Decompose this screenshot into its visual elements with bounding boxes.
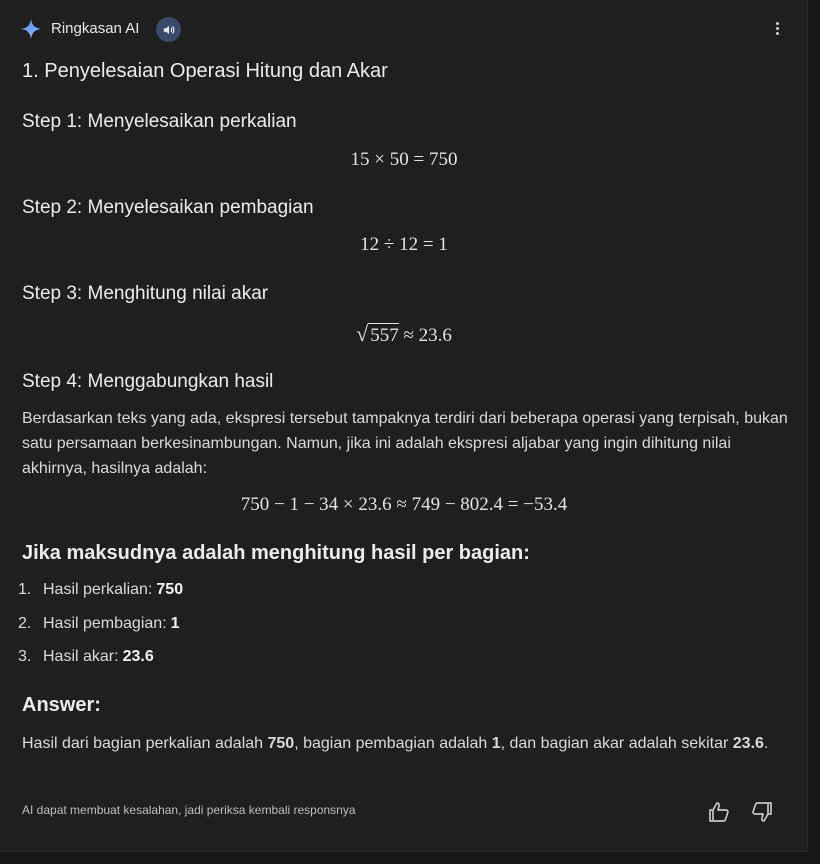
answer-text: , dan bagian akar adalah sekitar xyxy=(500,735,733,752)
list-value: 23.6 xyxy=(122,648,154,665)
answer-value: 23.6 xyxy=(732,735,764,752)
explanation-paragraph: Berdasarkan teks yang ada, ekspresi tersebut tampaknya terdiri dari beberapa operasi yang terpisah, bukan satu persamaan berkesinambungan. Namun, jika ini adalah ekspresi aljabar yang ingin dihitung nilai akhirnya, hasilnya adalah: xyxy=(22,410,788,477)
list-item xyxy=(18,615,183,649)
list-value: 1 xyxy=(170,614,180,632)
answer-heading: Answer: xyxy=(22,694,101,716)
listen-button[interactable] xyxy=(156,17,181,42)
answer-text: Hasil dari bagian perkalian adalah xyxy=(22,735,268,752)
answer-text: , bagian pembagian adalah xyxy=(294,735,492,752)
subheading: Jika maksudnya adalah menghitung hasil per bagian: xyxy=(22,542,530,564)
answer-value: 1 xyxy=(491,735,501,752)
step-1-title: Step 1: Menyelesaikan perkalian xyxy=(22,111,297,132)
step-2-title: Step 2: Menyelesaikan pembagian xyxy=(22,197,314,218)
step-1-math: 15 × 50 = 750 xyxy=(350,149,458,170)
answer-value: 750 xyxy=(267,735,295,752)
thumb-down-icon[interactable] xyxy=(750,800,774,824)
sqrt-result: ≈ 23.6 xyxy=(403,325,452,346)
combined-math: 750 − 1 − 34 × 23.6 ≈ 749 − 802.4 = −53.4 xyxy=(240,494,568,515)
step-3-title: Step 3: Menghitung nilai akar xyxy=(22,283,269,304)
header-title: Ringkasan AI xyxy=(51,20,140,37)
disclaimer-text: AI dapat membuat kesalahan, jadi periksa kembali responsnya xyxy=(22,803,356,817)
step-4-title: Step 4: Menggabungkan hasil xyxy=(22,371,274,392)
answer-text: . xyxy=(763,735,769,752)
list-label: Hasil akar: xyxy=(43,648,119,665)
ai-overview-header xyxy=(20,16,787,42)
step-3-math xyxy=(0,321,808,347)
main-heading: 1. Penyelesaian Operasi Hitung dan Akar xyxy=(22,60,388,82)
sqrt-radicand: 557 xyxy=(370,325,399,346)
result-list xyxy=(18,581,183,682)
list-item xyxy=(18,581,183,615)
step-2-math: 12 ÷ 12 = 1 xyxy=(360,234,448,255)
sqrt-sign: √ xyxy=(356,321,369,346)
window-edge-right xyxy=(808,0,820,864)
list-number: 1. xyxy=(18,581,32,598)
answer-paragraph xyxy=(22,731,792,756)
list-value: 750 xyxy=(156,581,184,598)
list-number: 3. xyxy=(18,648,32,665)
list-number: 2. xyxy=(18,614,32,632)
sparkle-icon xyxy=(20,18,42,40)
window-edge-bottom xyxy=(0,852,820,864)
speaker-icon xyxy=(162,23,176,37)
thumb-up-icon[interactable] xyxy=(707,800,731,824)
list-item xyxy=(18,648,183,682)
list-label: Hasil perkalian: xyxy=(43,581,153,598)
list-label: Hasil pembagian: xyxy=(43,614,167,632)
more-vert-icon[interactable] xyxy=(767,20,787,42)
